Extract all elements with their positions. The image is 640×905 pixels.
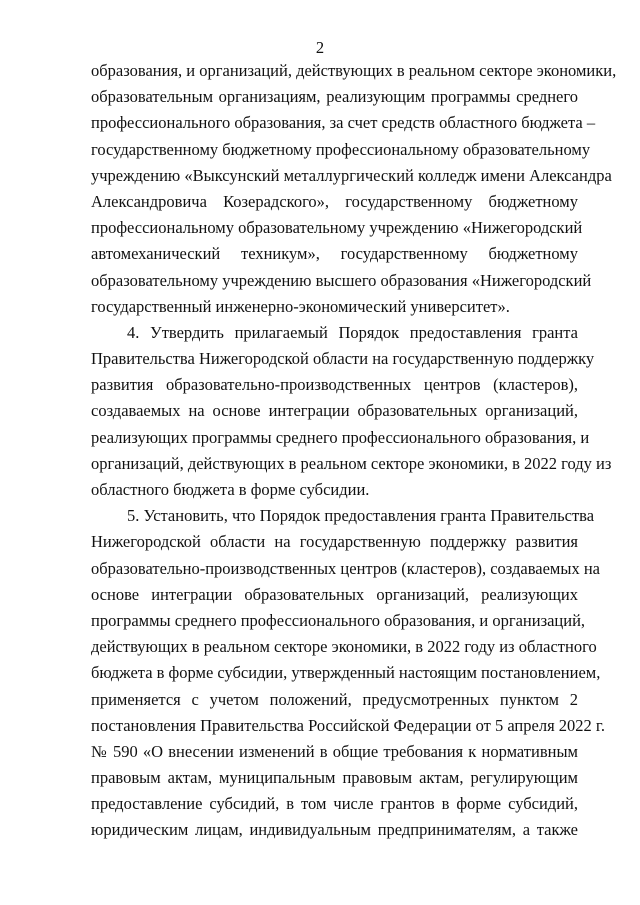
text-line: образовательно-производственных центров (кластеров), создаваемых на [91, 558, 600, 578]
text-line: правовым актам, муниципальным правовым актам, регулирующим [91, 768, 578, 788]
text-line: 5. Установить, что Порядок предоставления гранта Правительства [127, 506, 595, 526]
text-line: действующих в реальном секторе экономики, в 2022 году из областного [91, 637, 597, 657]
text-line: основе интеграции образовательных организаций, реализующих [91, 584, 578, 604]
text-line: профессионального образования, за счет средств областного бюджета – [91, 113, 596, 133]
text-line: юридическим лицам, индивидуальным предпринимателям, а также [91, 820, 578, 840]
text-line: учреждению «Выксунский металлургический колледж имени Александра [91, 165, 612, 185]
text-line: развития образовательно-производственных центров (кластеров), [91, 375, 578, 395]
text-line: Нижегородской области на государственную поддержку развития [91, 532, 578, 552]
text-line: организаций, действующих в реальном секторе экономики, в 2022 году из [91, 453, 612, 473]
text-line: применяется с учетом положений, предусмотренных пунктом 2 [91, 689, 578, 709]
text-line: государственный инженерно-экономический университет». [91, 296, 510, 316]
document-body [91, 58, 617, 844]
text-line: реализующих программы среднего профессионального образования, и [91, 427, 590, 447]
page-number: 2 [315, 38, 325, 57]
text-line: Правительства Нижегородской области на государственную поддержку [91, 349, 595, 369]
text-line: создаваемых на основе интеграции образовательных организаций, [91, 401, 578, 421]
text-line: образовательному учреждению высшего образования «Нижегородский [91, 270, 592, 290]
text-line: государственному бюджетному профессиональному образовательному [91, 139, 591, 159]
text-line: бюджета в форме субсидии, утвержденный настоящим постановлением, [91, 663, 601, 683]
text-line: программы среднего профессионального образования, и организаций, [91, 610, 586, 630]
text-line: предоставление субсидий, в том числе грантов в форме субсидий, [91, 794, 578, 814]
text-line: образовательным организациям, реализующим программы среднего [91, 87, 578, 107]
text-line: Александровича Козерадского», государственному бюджетному [91, 191, 578, 211]
text-line: 4. Утвердить прилагаемый Порядок предоставления гранта [127, 322, 578, 342]
text-line: областного бюджета в форме субсидии. [91, 480, 370, 499]
text-line: постановления Правительства Российской Федерации от 5 апреля 2022 г. [91, 715, 605, 735]
text-line: образования, и организаций, действующих в реальном секторе экономики, [91, 61, 617, 80]
text-line: № 590 «О внесении изменений в общие требования к нормативным [91, 741, 578, 761]
text-line: профессиональному образовательному учреждению «Нижегородский [91, 218, 583, 238]
text-line: автомеханический техникум», государственному бюджетному [91, 244, 578, 264]
